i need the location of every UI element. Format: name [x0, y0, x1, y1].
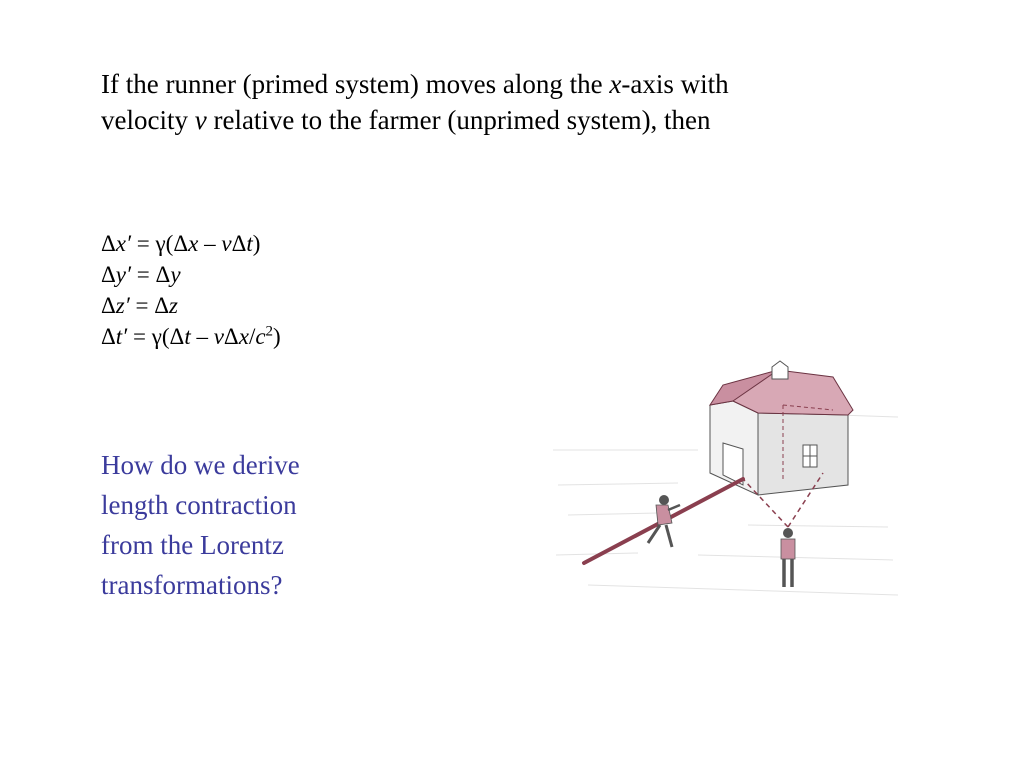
barn: [710, 361, 853, 495]
equation-z: Δz′ = Δz: [101, 293, 178, 318]
intro-part-2: -axis with: [621, 69, 729, 99]
farmer-figure: [781, 528, 795, 587]
barn-roof-side: [733, 370, 853, 415]
lorentz-equations: [101, 228, 281, 352]
equation-t: Δt′ = γ(Δt – vΔx/$c^2$): [101, 323, 281, 349]
intro-part-4: relative to the farmer (unprimed system), then: [206, 105, 711, 135]
question-text: [101, 445, 401, 605]
barn-pole-illustration: [548, 355, 908, 605]
intro-part-3: velocity: [101, 105, 195, 135]
equation-x: Δx′ = γ(Δx – vΔt): [101, 231, 261, 256]
equation-y: Δy′ = Δy: [101, 262, 181, 287]
intro-part-1: If the runner (primed system) moves along the: [101, 69, 610, 99]
question-line-2: length contraction: [101, 490, 297, 520]
question-line-4: transformations?: [101, 570, 283, 600]
intro-text: [101, 66, 921, 138]
runner-figure: [648, 495, 680, 547]
intro-x-variable: x: [609, 69, 622, 99]
barn-cupola: [772, 361, 788, 379]
question-line-3: from the Lorentz: [101, 530, 284, 560]
question-line-1: How do we derive: [101, 450, 300, 480]
intro-v-variable: v: [194, 105, 207, 135]
